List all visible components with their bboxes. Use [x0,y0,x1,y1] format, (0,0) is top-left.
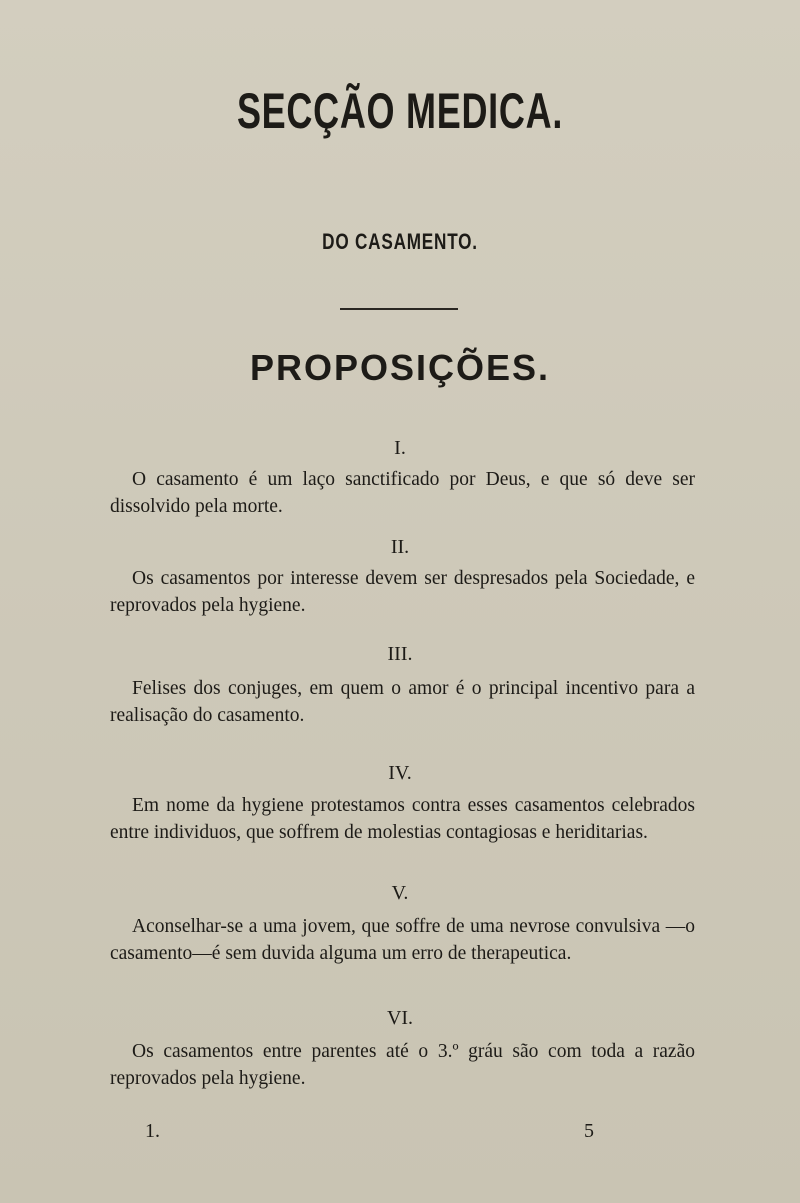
propositions-heading: PROPOSIÇÕES. [249,347,551,388]
section-title: SECÇÃO MEDICA. [236,83,564,139]
proposition-text: Os casamentos entre parentes até o 3.º gráu são com toda a razão reprovados pela hygiene. [110,1041,695,1089]
proposition-numeral: VI. [386,1007,414,1029]
proposition-text: Em nome da hygiene protestamos contra esses casamentos celebrados entre individuos, que soffrem de molestias contagiosas e heriditarias. [110,795,695,843]
proposition-numeral: III. [387,643,413,665]
signature-mark: 1. [145,1120,160,1142]
proposition-numeral: II. [390,536,410,558]
proposition-text: Felises dos conjuges, em quem o amor é o principal incentivo para a realisação do casamento. [110,678,695,726]
page-number: 5 [584,1120,594,1142]
proposition-numeral: V. [391,882,409,904]
subject-title: DO CASAMENTO. [322,229,478,254]
page-footer [0,1121,800,1145]
divider-rule [340,308,458,310]
proposition-numeral: I. [394,437,406,459]
proposition-numeral: IV. [388,762,412,784]
proposition-text: Os casamentos por interesse devem ser despresados pela Sociedade, e reprovados pela hygiene. [110,568,695,616]
proposition-text: O casamento é um laço sanctificado por Deus, e que só deve ser dissolvido pela morte. [110,469,695,517]
proposition-text: Aconselhar-se a uma jovem, que soffre de uma nevrose convulsiva —o casamento—é sem duvida alguma um erro de therapeutica. [110,916,695,964]
